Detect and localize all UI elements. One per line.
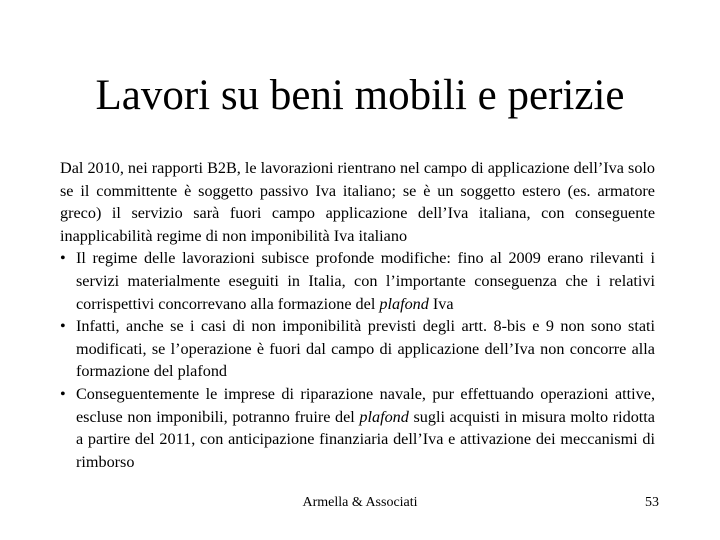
bullet-italic-term: plafond	[359, 407, 409, 426]
bullet-item-infatti	[60, 315, 655, 383]
intro-paragraph: Dal 2010, nei rapporti B2B, le lavorazioni rientrano nel campo di applicazione dell’Iva solo se il committente è soggetto passivo Iva italiano; se è un soggetto estero (es. armatore greco) il servizio sarà fuori campo applicazione dell’Iva italiana, con conseguente inapplicabilità regime di non imponibilità Iva italiano	[60, 159, 655, 245]
bullet-text-end: Iva	[428, 294, 454, 313]
bullet-list	[60, 247, 655, 473]
footer-text: Armella & Associati	[302, 495, 418, 510]
bullet-text: Il regime delle lavorazioni subisce profonde modifiche: fino al 2009 erano rilevanti i servizi materialmente eseguiti in Italia, con l’importante conseguenza che i relativi corrispettivi concorrevano alla formazione del	[76, 249, 655, 313]
page-number: 53	[645, 495, 659, 510]
bullet-icon: •	[60, 317, 66, 336]
bullet-text-end: sugli acquisti in misura molto ridotta a partire del 2011, con anticipazione finanziaria dell’Iva e attivazione dei meccanismi di rimborso	[76, 407, 655, 471]
bullet-item-regime	[60, 247, 655, 315]
bullet-icon: •	[60, 384, 66, 403]
slide-title: Lavori su beni mobili e perizie	[95, 72, 625, 119]
bullet-item-conseguentemente	[60, 383, 655, 473]
slide-body	[60, 157, 655, 473]
bullet-text: Conseguentemente le imprese di riparazione navale, pur effettuando operazioni attive, escluse non imponibili, potranno fruire del	[76, 384, 655, 426]
bullet-icon: •	[60, 249, 66, 268]
bullet-text: Infatti, anche se i casi di non imponibilità previsti degli artt. 8-bis e 9 non sono stati modificati, se l’operazione è fuori dal campo di applicazione dell’Iva non concorre alla formazione del plafond	[76, 317, 655, 381]
bullet-italic-term: plafond	[379, 294, 429, 313]
